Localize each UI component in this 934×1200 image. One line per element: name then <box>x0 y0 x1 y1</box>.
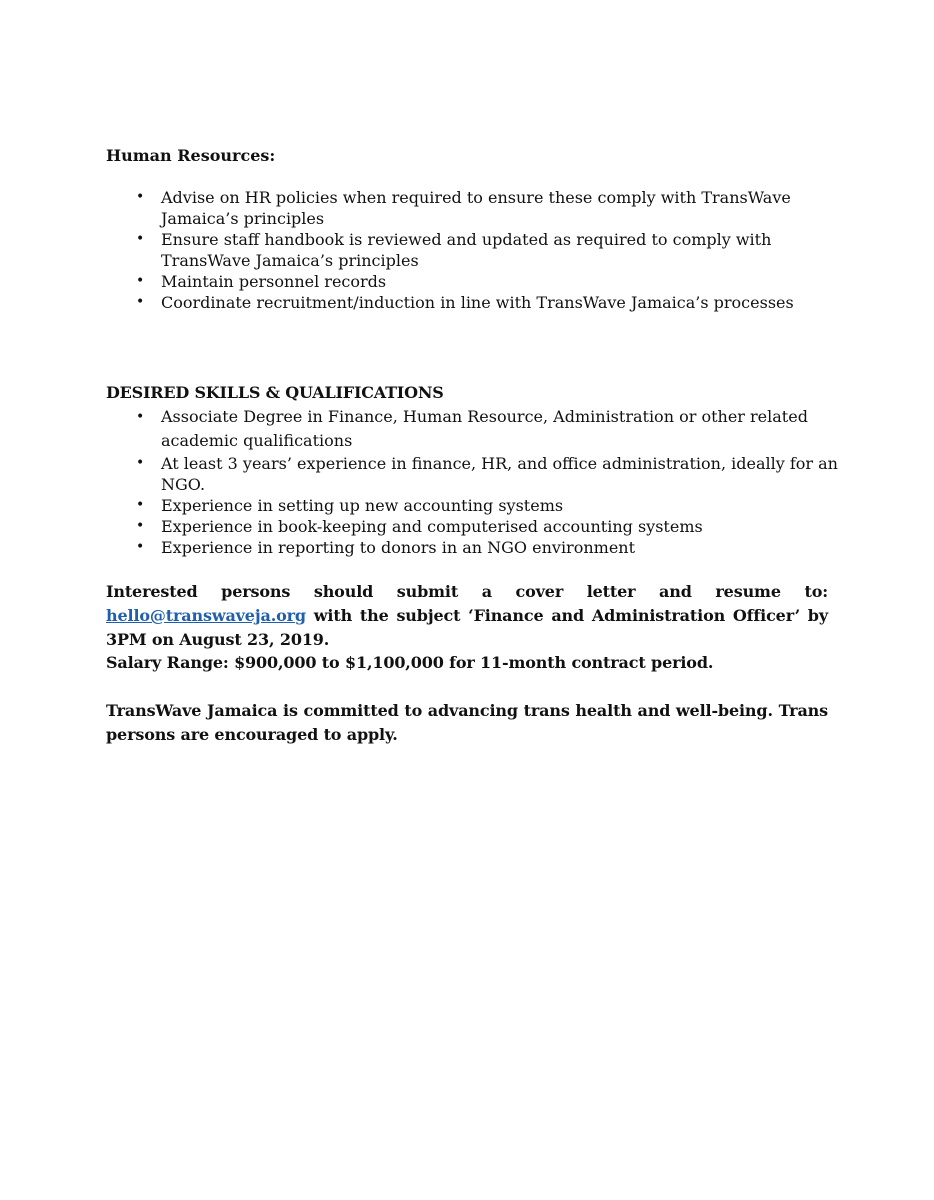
salary-range: Salary Range: $900,000 to $1,100,000 for 11-month contract period. <box>106 653 714 672</box>
list-item: • Experience in setting up new accounting systems <box>106 495 846 516</box>
application-intro: Interested persons should submit a cover letter and resume to: <box>106 582 828 601</box>
skills-heading: DESIRED SKILLS & QUALIFICATIONS <box>106 383 444 402</box>
human-resources-heading: Human Resources: <box>106 146 276 165</box>
application-instructions <box>106 580 828 652</box>
list-item: • Coordinate recruitment/induction in line with TransWave Jamaica’s processes <box>106 292 846 313</box>
list-item: • Ensure staff handbook is reviewed and updated as required to comply with TransWave Jamaica’s principles <box>106 229 846 271</box>
email-link[interactable]: hello@transwaveja.org <box>106 606 306 625</box>
application-outro: with the subject ‘Finance and Administration Officer’ by 3PM on August 23, 2019. <box>106 606 828 649</box>
list-item: • At least 3 years’ experience in finance, HR, and office administration, ideally for an NGO. <box>106 453 846 495</box>
list-item: • Experience in book-keeping and computerised accounting systems <box>106 516 846 537</box>
list-item: • Experience in reporting to donors in an NGO environment <box>106 537 846 558</box>
human-resources-list <box>106 187 846 313</box>
list-item: • Advise on HR policies when required to ensure these comply with TransWave Jamaica’s principles <box>106 187 846 229</box>
list-item: • Maintain personnel records <box>106 271 846 292</box>
list-item: • Associate Degree in Finance, Human Resource, Administration or other related academic qualifications <box>106 405 846 453</box>
commitment-statement: TransWave Jamaica is committed to advancing trans health and well-being. Trans persons are encouraged to apply. <box>106 701 828 744</box>
skills-list <box>106 405 846 558</box>
